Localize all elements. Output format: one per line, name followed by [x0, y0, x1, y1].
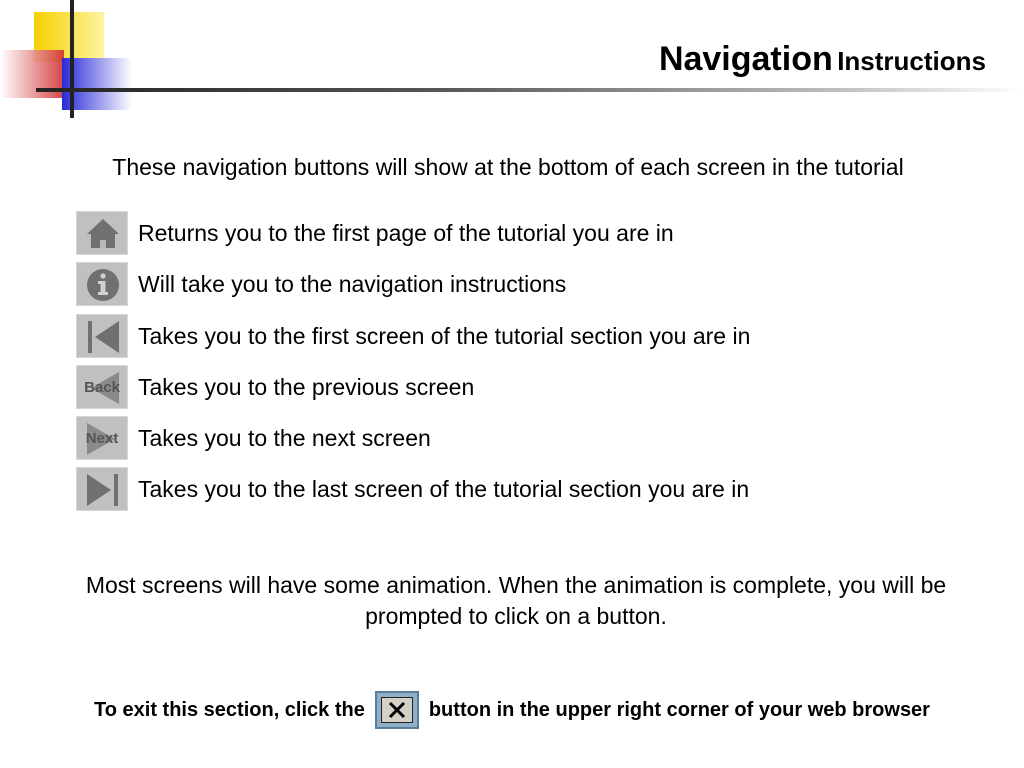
nav-description: Takes you to the previous screen [138, 373, 475, 400]
nav-item-home [76, 211, 674, 255]
intro-text: These navigation buttons will show at the bottom of each screen in the tutorial [112, 154, 904, 180]
close-icon [386, 701, 408, 719]
last-screen-button[interactable] [76, 467, 128, 511]
next-button-label: Next [85, 429, 119, 447]
nav-item-back [76, 365, 474, 409]
back-button[interactable] [76, 365, 128, 409]
back-button-label: Back [84, 378, 120, 396]
next-button[interactable] [76, 416, 128, 460]
exit-text-before: To exit this section, click the [94, 698, 365, 721]
animation-note: Most screens will have some animation. When the animation is complete, you will be prompted to click on a button. [85, 572, 947, 629]
nav-description: Returns you to the first page of the tutorial you are in [138, 219, 674, 246]
exit-instruction [0, 690, 1024, 730]
info-button[interactable] [76, 262, 128, 306]
info-icon [77, 263, 129, 307]
home-button[interactable] [76, 211, 128, 255]
nav-item-first-screen [76, 314, 750, 358]
last-screen-icon [77, 468, 129, 512]
first-screen-icon [77, 315, 129, 359]
exit-text-after: button in the upper right corner of your web browser [428, 698, 930, 721]
nav-description: Takes you to the last screen of the tutorial section you are in [138, 475, 750, 502]
title-sub: Instructions [837, 46, 986, 76]
nav-description: Takes you to the first screen of the tutorial section you are in [138, 322, 751, 349]
nav-item-info [76, 262, 566, 306]
home-icon [77, 212, 129, 256]
nav-item-last-screen [76, 467, 749, 511]
title-main: Navigation [658, 40, 833, 78]
title-underline [36, 88, 1024, 92]
nav-item-next [76, 416, 431, 460]
nav-description: Will take you to the navigation instructions [138, 270, 567, 297]
first-screen-button[interactable] [76, 314, 128, 358]
page-title [659, 40, 986, 79]
decorative-corner-graphic [0, 0, 140, 120]
nav-description: Takes you to the next screen [138, 424, 431, 451]
close-button-example [375, 691, 419, 729]
